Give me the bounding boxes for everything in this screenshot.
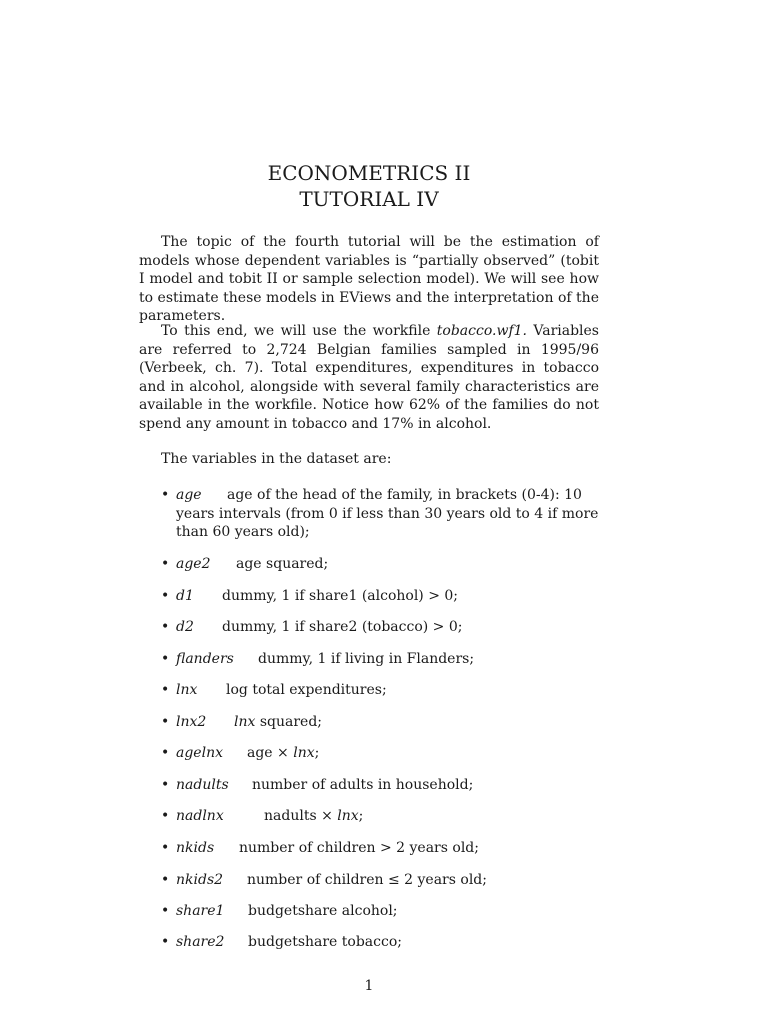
variable-item	[161, 839, 599, 858]
variable-item	[161, 618, 599, 637]
bullet-icon: •	[161, 840, 170, 856]
variable-description: number of adults in household;	[252, 777, 474, 793]
variable-item	[161, 681, 599, 700]
bullet-icon: •	[161, 777, 170, 793]
intro-paragraph-text: The topic of the fourth tutorial will be the estimation of models whose dependent variables is “partially observed” (tobit I model and tobit II or sample selection model). We will see how to estimate these models in EViews and the interpretation of the parameters.	[139, 234, 599, 325]
variable-name: share1	[176, 903, 225, 919]
variable-name: share2	[176, 934, 225, 950]
intro-paragraph	[139, 233, 599, 326]
variable-name: nkids2	[176, 872, 224, 888]
dataset-paragraph	[139, 322, 599, 434]
variable-description: age of the head of the family, in brackets (0-4): 10 years intervals (from 0 if less than 30 years old to 4 if more than 60 years old);	[176, 487, 599, 541]
variable-name: nadlnx	[176, 808, 224, 824]
variable-name: age2	[176, 556, 211, 572]
bullet-icon: •	[161, 588, 170, 604]
variable-description-tail: ;	[358, 808, 364, 824]
variable-item	[161, 486, 599, 542]
variable-description-italic: lnx	[293, 745, 315, 761]
bullet-icon: •	[161, 745, 170, 761]
workfile-name: tobacco.wf1.	[436, 323, 527, 339]
variables-intro	[139, 450, 599, 469]
variable-description-tail: ;	[314, 745, 320, 761]
variable-description: age ×	[247, 745, 294, 761]
variable-description: nadults ×	[264, 808, 338, 824]
bullet-icon: •	[161, 714, 170, 730]
variable-description: number of children ≤ 2 years old;	[247, 872, 487, 888]
document-title-line1: ECONOMETRICS II	[267, 161, 471, 185]
variable-description: dummy, 1 if share2 (tobacco) > 0;	[222, 619, 463, 635]
variable-name: d2	[176, 619, 194, 635]
variable-item	[161, 933, 599, 952]
variable-name: lnx2	[176, 714, 207, 730]
variable-name: d1	[176, 588, 194, 604]
dataset-paragraph-before: To this end, we will use the workfile	[161, 323, 437, 339]
bullet-icon: •	[161, 619, 170, 635]
variable-name: nkids	[176, 840, 215, 856]
variable-description: budgetshare tobacco;	[248, 934, 402, 950]
variable-description: number of children > 2 years old;	[239, 840, 479, 856]
variables-intro-text: The variables in the dataset are:	[161, 451, 392, 467]
variable-description: budgetshare alcohol;	[248, 903, 398, 919]
variable-item	[161, 871, 599, 890]
variable-name: agelnx	[176, 745, 223, 761]
bullet-icon: •	[161, 556, 170, 572]
variable-item	[161, 650, 599, 669]
bullet-icon: •	[161, 682, 170, 698]
variable-description: age squared;	[236, 556, 329, 572]
document-title-line2: TUTORIAL IV	[299, 187, 439, 211]
variable-item	[161, 744, 599, 763]
bullet-icon: •	[161, 487, 170, 503]
variable-item	[161, 555, 599, 574]
variable-description-italic: lnx	[337, 808, 359, 824]
variable-name: nadults	[176, 777, 229, 793]
variable-item	[161, 776, 599, 795]
bullet-icon: •	[161, 872, 170, 888]
variable-name: flanders	[176, 651, 234, 667]
bullet-icon: •	[161, 903, 170, 919]
bullet-icon: •	[161, 808, 170, 824]
variable-item	[161, 902, 599, 921]
variable-name: age	[176, 487, 202, 503]
page-number: 1	[364, 978, 374, 994]
bullet-icon: •	[161, 934, 170, 950]
variable-description: log total expenditures;	[226, 682, 387, 698]
variable-description: squared;	[255, 714, 323, 730]
variable-description: dummy, 1 if living in Flanders;	[258, 651, 475, 667]
variable-item	[161, 807, 599, 826]
variable-item	[161, 713, 599, 732]
variable-item	[161, 587, 599, 606]
variable-description: dummy, 1 if share1 (alcohol) > 0;	[222, 588, 459, 604]
dataset-paragraph-after: Variables are referred to 2,724 Belgian families sampled in 1995/96 (Verbeek, ch. 7). Total expenditures, expenditures in tobacco and in alcohol, alongside with several family characteristics are available in the workfile. Notice how 62% of the families do not spend any amount in tobacco and 17% in alcohol.	[139, 323, 599, 432]
variable-description-italic: lnx	[234, 714, 256, 730]
bullet-icon: •	[161, 651, 170, 667]
variable-name: lnx	[176, 682, 198, 698]
